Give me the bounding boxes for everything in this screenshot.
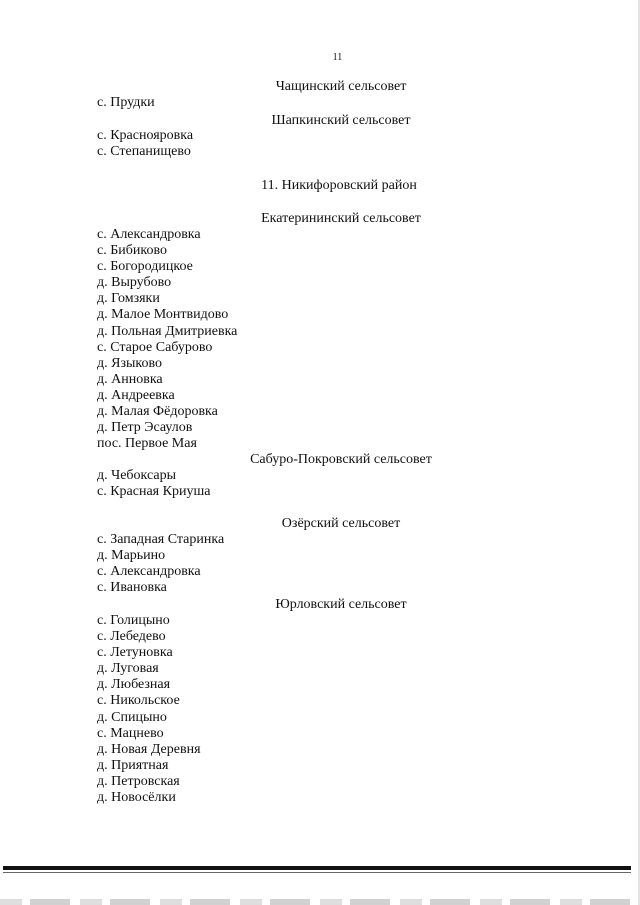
list-item: с. Лебедево xyxy=(97,629,166,645)
list-item: с. Бибиково xyxy=(97,243,167,259)
list-item: д. Петр Эсаулов xyxy=(97,420,193,436)
list-item: д. Малое Монтвидово xyxy=(97,307,229,323)
list-item: д. Польная Дмитриевка xyxy=(97,323,238,339)
list-item: д. Гомзяки xyxy=(97,291,160,307)
list-item: с. Степанищево xyxy=(97,144,191,160)
village-list-ekaterininsky xyxy=(97,227,237,452)
list-item: д. Чебоксары xyxy=(97,468,177,483)
section-title-shapkinsky: Шапкинский сельсовет xyxy=(271,113,411,128)
list-item: с. Прудки xyxy=(97,95,155,110)
list-item: д. Петровская xyxy=(97,773,180,789)
list-item: д. Вырубово xyxy=(97,275,172,291)
list-item: д. Любезная xyxy=(97,677,171,693)
list-item: д. Новосёлки xyxy=(97,790,176,806)
list-item: с. Западная Старинка xyxy=(97,532,225,547)
list-item: д. Новая Деревня xyxy=(97,741,201,757)
list-item: д. Приятная xyxy=(97,757,169,773)
list-item: с. Александровка xyxy=(97,227,201,242)
list-item: с. Мацнево xyxy=(97,725,164,741)
list-item: с. Александровка xyxy=(97,564,201,580)
section-title-yurlovsky: Юрловский сельсовет xyxy=(275,597,407,612)
list-item: с. Старое Сабурово xyxy=(97,339,213,355)
scan-edge-artifact xyxy=(0,899,640,905)
section-title-chashchinsky: Чащинский сельсовет xyxy=(275,79,407,94)
list-item: д. Андреевка xyxy=(97,387,175,403)
village-list-shapkinsky xyxy=(97,128,193,160)
page-number: 11 xyxy=(332,52,343,63)
section-title-ekaterininsky: Екатерининский сельсовет xyxy=(261,211,421,226)
village-list-yurlovsky xyxy=(97,613,201,806)
section-title-ozersky: Озёрский сельсовет xyxy=(281,516,401,531)
list-item: д. Анновка xyxy=(97,371,163,387)
list-item: д. Луговая xyxy=(97,661,159,677)
list-item: с. Красная Криуша xyxy=(97,484,211,500)
list-item: с. Летуновка xyxy=(97,645,173,661)
section-title-saburo-pokrovsky: Сабуро-Покровский сельсовет xyxy=(250,452,432,467)
list-item: д. Языково xyxy=(97,355,163,371)
list-item: с. Никольское xyxy=(97,693,180,709)
village-list-chashchinsky xyxy=(97,95,155,111)
list-item: с. Голицыно xyxy=(97,613,170,628)
list-item: д. Марьино xyxy=(97,548,166,564)
district-title: 11. Никифоровский район xyxy=(261,178,417,193)
footer-rule-thick xyxy=(3,866,631,870)
village-list-saburo-pokrovsky xyxy=(97,468,210,500)
list-item: с. Ивановка xyxy=(97,580,167,596)
list-item: с. Краснояровка xyxy=(97,128,194,143)
footer-rule-thin xyxy=(3,872,631,873)
list-item: д. Спицыно xyxy=(97,709,167,725)
list-item: с. Богородицкое xyxy=(97,259,193,275)
list-item: пос. Первое Мая xyxy=(97,436,197,452)
village-list-ozersky xyxy=(97,532,224,596)
list-item: д. Малая Фёдоровка xyxy=(97,404,218,420)
